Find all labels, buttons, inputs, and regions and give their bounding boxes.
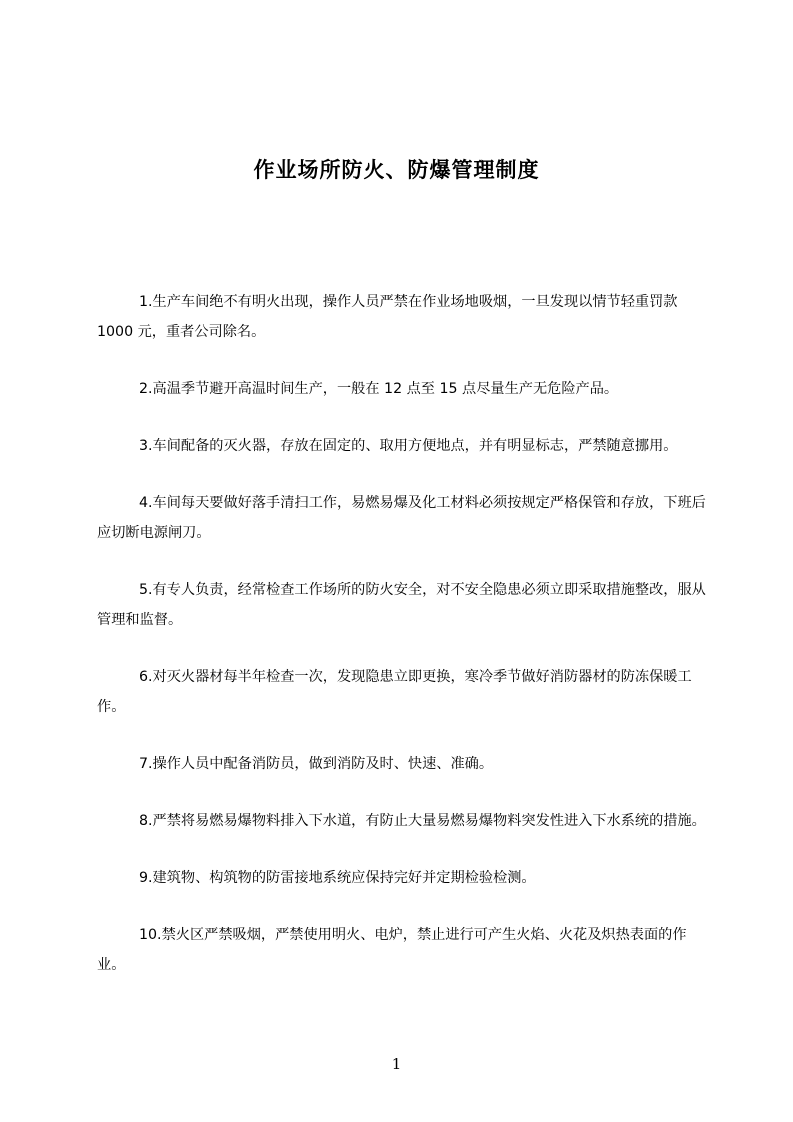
- rule-item: 1.生产车间绝不有明火出现，操作人员严禁在作业场地吸烟，一旦发现以情节轻重罚款 1000 元，重者公司除名。: [97, 294, 678, 340]
- page-number: 1: [391, 1055, 402, 1073]
- rule-item: 5.有专人负责，经常检查工作场所的防火安全，对不安全隐患必须立即采取措施整改，服从管理和监督。: [97, 582, 706, 628]
- rule-item: 10.禁火区严禁吸烟，严禁使用明火、电炉，禁止进行可产生火焰、火花及炽热表面的作业。: [97, 927, 687, 973]
- rule-list: [97, 287, 707, 1007]
- rule-item: 2.高温季节避开高温时间生产，一般在 12 点至 15 点尽量生产无危险产品。: [139, 381, 619, 397]
- rule-item: 3.车间配备的灭火器，存放在固定的、取用方便地点，并有明显标志，严禁随意挪用。: [139, 438, 678, 454]
- rule-item: 7.操作人员中配备消防员，做到消防及时、快速、准确。: [139, 756, 494, 772]
- rule-item: 4.车间每天要做好落手清扫工作，易燃易爆及化工材料必须按规定严格保管和存放，下班后应切断电源闸刀。: [97, 495, 706, 541]
- rule-item: 6.对灭火器材每半年检查一次，发现隐患立即更换，寒冷季节做好消防器材的防冻保暖工作。: [97, 669, 692, 715]
- rule-item: 8.严禁将易燃易爆物料排入下水道，有防止大量易燃易爆物料突发性进入下水系统的措施。: [139, 813, 706, 829]
- page-title: 作业场所防火、防爆管理制度: [253, 158, 540, 183]
- rule-item: 9.建筑物、构筑物的防雷接地系统应保持完好并定期检验检测。: [139, 870, 536, 886]
